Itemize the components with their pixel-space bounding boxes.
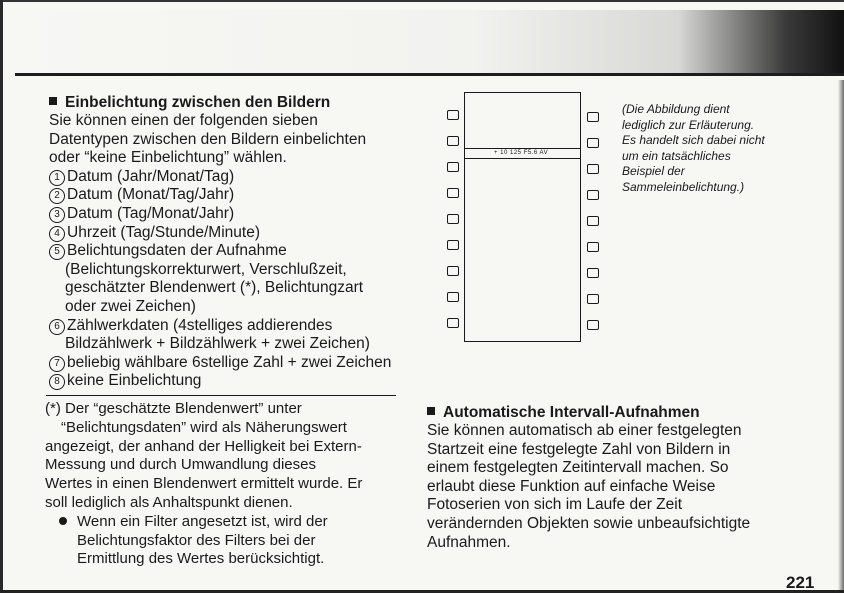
paragraph-line: erlaubt diese Funktion auf einfache Weise	[427, 477, 716, 495]
list-item	[49, 205, 401, 224]
right-column	[427, 404, 787, 552]
circled-number: 2	[49, 188, 65, 204]
square-bullet-icon	[427, 407, 435, 415]
page-number: 221	[786, 573, 815, 592]
paragraph-line: Sie können automatisch ab einer festgelegten	[427, 422, 742, 439]
data-type-list	[49, 168, 401, 391]
list-item	[49, 242, 401, 316]
bullet-line: Ermittlung des Wertes berücksichtigt.	[77, 550, 325, 568]
caption-line: Es handelt sich dabei nicht	[622, 133, 765, 148]
film-strip-illustration	[440, 92, 605, 342]
perforation-hole	[587, 138, 599, 148]
circled-number: 7	[49, 356, 65, 372]
scan-edge-left	[0, 0, 3, 593]
circled-number: 8	[49, 374, 65, 390]
list-item	[49, 372, 401, 391]
film-frame-top-edge	[464, 92, 581, 93]
bullet-line	[45, 513, 405, 532]
footnote	[45, 400, 405, 569]
perforation-hole	[447, 136, 459, 146]
perforation-hole	[587, 320, 599, 330]
perforation-hole	[447, 318, 459, 328]
footnote-line: soll lediglich als Anhaltspunkt dienen.	[45, 493, 293, 511]
section-divider	[46, 395, 396, 396]
perforation-hole	[587, 294, 599, 304]
item-text: Datum (Tag/Monat/Jahr)	[67, 204, 235, 222]
perforation-hole	[587, 268, 599, 278]
circled-number: 1	[49, 170, 65, 186]
caption-line: Sammeleinbelichtung.)	[622, 179, 745, 194]
header-banner	[15, 10, 844, 74]
caption-line: um ein tatsächliches	[622, 148, 731, 163]
header-rule	[15, 73, 844, 76]
scan-edge-right	[838, 80, 844, 593]
caption-line: lediglich zur Erläuterung.	[622, 117, 755, 132]
intro-line: oder “keine Einbelichtung” wählen.	[49, 149, 287, 167]
item-text: beliebig wählbare 6stellige Zahl + zwei Zeichen	[67, 353, 392, 371]
section-heading-intervall	[427, 404, 787, 422]
item-text-continued: (Belichtungskorrekturwert, Verschlußzeit,	[65, 260, 347, 278]
section-heading-einbelichtung	[49, 94, 401, 112]
perforation-hole	[447, 188, 459, 198]
intro-paragraph	[49, 112, 401, 168]
left-column	[49, 94, 401, 391]
item-text: Belichtungsdaten der Aufnahme	[67, 242, 287, 260]
intervall-paragraph	[427, 422, 787, 552]
circled-number: 6	[49, 319, 65, 335]
perforation-hole	[587, 112, 599, 122]
paragraph-line: Fotoserien von sich im Laufe der Zeit	[427, 496, 683, 514]
heading-text: Einbelichtung zwischen den Bildern	[65, 94, 331, 111]
paragraph-line: einem festgelegten Zeitintervall machen. So	[427, 459, 729, 477]
paragraph-line: Startzeit eine festgelegte Zahl von Bildern in	[427, 440, 731, 458]
circled-number: 4	[49, 226, 65, 242]
perforation-hole	[447, 214, 459, 224]
item-text: Zählwerkdaten (4stelliges addierendes	[67, 316, 333, 334]
heading-text: Automatische Intervall-Aufnahmen	[443, 404, 700, 421]
perforation-hole	[587, 190, 599, 200]
film-frame-divider	[464, 158, 581, 159]
scan-edge-top	[0, 0, 844, 2]
caption-line: (Die Abbildung dient	[622, 102, 730, 116]
bullet-text: Wenn ein Filter angesetzt ist, wird der	[77, 512, 328, 530]
list-item	[49, 168, 401, 187]
footnote-line: angezeigt, der anhand der Helligkeit bei Extern-	[45, 437, 362, 455]
item-text: Uhrzeit (Tag/Stunde/Minute)	[67, 223, 260, 241]
footnote-line: Messung und durch Umwandlung dieses	[45, 456, 316, 474]
perforation-hole	[447, 266, 459, 276]
circled-number: 5	[49, 244, 65, 260]
item-text-continued: Bildzählwerk + Bildzählwerk + zwei Zeichen)	[65, 335, 370, 353]
list-item	[49, 354, 401, 373]
footnote-line: Wertes in einen Blendenwert ermittelt wurde. Er	[45, 475, 363, 493]
perforation-hole	[587, 242, 599, 252]
list-item	[49, 224, 401, 243]
circled-number: 3	[49, 207, 65, 223]
item-text-continued: geschätzter Blendenwert (*), Belichtungzart	[65, 279, 364, 297]
figure-caption	[622, 102, 802, 196]
footnote-line: “Belichtungsdaten” wird als Näherungswert	[61, 418, 347, 436]
perforation-hole	[587, 164, 599, 174]
film-frame-divider	[464, 148, 581, 149]
item-text: Datum (Jahr/Monat/Tag)	[67, 167, 235, 185]
perforation-hole	[447, 110, 459, 120]
film-frame-bottom-edge	[464, 341, 581, 342]
bullet-line: Belichtungsfaktor des Filters bei der	[77, 531, 316, 549]
perforation-hole	[447, 162, 459, 172]
square-bullet-icon	[49, 97, 57, 105]
item-text: Datum (Monat/Tag/Jahr)	[67, 186, 235, 204]
footnote-line: (*) Der “geschätzte Blendenwert” unter	[45, 400, 302, 417]
item-text: keine Einbelichtung	[67, 372, 202, 390]
perforation-hole	[447, 292, 459, 302]
data-imprint-text: + 10 125 F5.6 AV	[494, 150, 549, 156]
intro-line: Datentypen zwischen den Bildern einbelichten	[49, 130, 367, 148]
list-item	[49, 186, 401, 205]
perforation-hole	[587, 216, 599, 226]
intro-line: Sie können einen der folgenden sieben	[49, 112, 318, 129]
perforation-hole	[447, 240, 459, 250]
item-text-continued: oder zwei Zeichen)	[65, 297, 196, 315]
caption-line: Beispiel der	[622, 164, 685, 179]
paragraph-line: Aufnahmen.	[427, 533, 511, 551]
round-bullet-icon	[59, 517, 67, 525]
list-item	[49, 317, 401, 354]
paragraph-line: verändernden Objekten sowie unbeaufsichtigte	[427, 514, 751, 532]
